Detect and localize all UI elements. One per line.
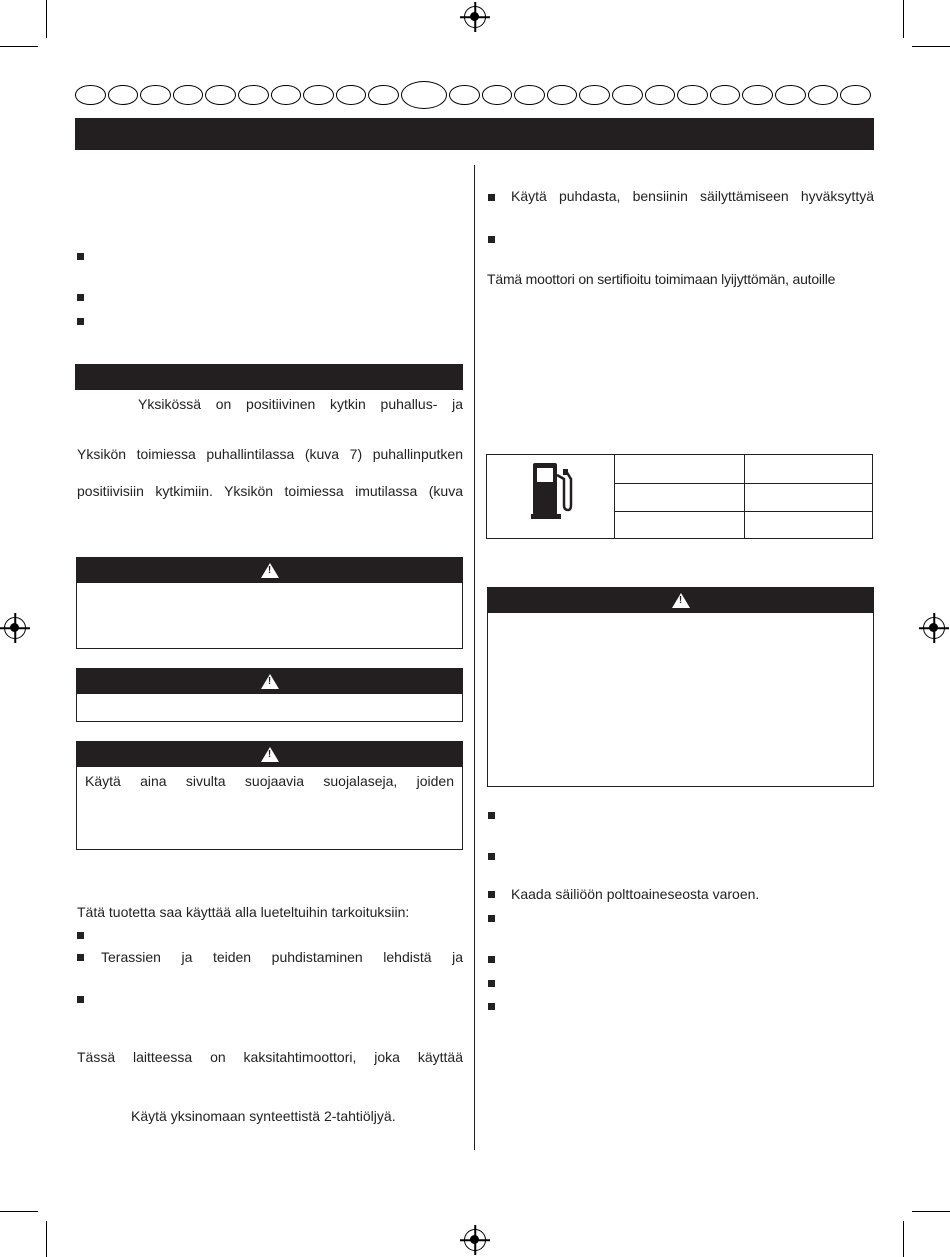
column-divider xyxy=(474,165,475,1150)
language-tab xyxy=(449,85,480,105)
language-tab xyxy=(775,85,806,105)
bullet xyxy=(77,996,84,1003)
language-tab xyxy=(336,85,367,105)
warning-triangle-icon: ! xyxy=(261,674,279,689)
fuel-mix-table xyxy=(486,454,873,539)
language-tab xyxy=(677,85,708,105)
warning-triangle-icon: ! xyxy=(261,747,279,762)
oil-instruction: Käytä yksinomaan synteettistä 2-tahtiöljyä. xyxy=(131,1108,396,1124)
intended-use-item: Terassien ja teiden puhdistaminen lehdistä ja xyxy=(101,949,463,965)
crop-mark xyxy=(912,1211,950,1212)
crop-mark xyxy=(46,0,47,38)
bullet xyxy=(488,980,495,987)
engine-paragraph: Tässä laitteessa on kaksitahtimoottori, joka käyttää xyxy=(77,1049,463,1065)
registration-mark-icon xyxy=(464,1229,486,1251)
crop-mark xyxy=(912,46,950,47)
language-tab xyxy=(108,85,139,105)
bullet xyxy=(77,954,84,961)
bullet xyxy=(488,915,495,922)
warning-triangle-icon: ! xyxy=(672,593,690,608)
bullet xyxy=(77,318,84,325)
warning-header xyxy=(76,557,463,583)
crop-mark xyxy=(0,1211,38,1212)
language-tab xyxy=(140,85,171,105)
bullet xyxy=(488,194,495,201)
warning-header xyxy=(76,668,463,694)
language-tab xyxy=(514,85,545,105)
language-tab xyxy=(547,85,578,105)
blow-mode-line-1: Yksikön toimiessa puhallintilassa (kuva 7) puhallinputken xyxy=(77,446,463,462)
language-tab xyxy=(840,85,871,105)
language-tab xyxy=(205,85,236,105)
section-header-bar xyxy=(75,118,874,150)
language-tab xyxy=(303,85,334,105)
crop-mark xyxy=(903,1221,904,1257)
bullet xyxy=(488,891,495,898)
crop-mark xyxy=(0,46,38,47)
eye-protection-text: Käytä aina sivulta suojaavia suojalaseja, joiden xyxy=(85,773,454,789)
registration-mark-icon xyxy=(464,6,486,28)
language-tab xyxy=(173,85,204,105)
blow-mode-line-2: positiivisiin kytkimiin. Yksikön toimiessa imutilassa (kuva xyxy=(77,483,463,499)
language-tab xyxy=(368,85,399,105)
bullet xyxy=(488,1003,495,1010)
crop-mark xyxy=(46,1221,47,1257)
language-tab xyxy=(742,85,773,105)
language-tab xyxy=(482,85,513,105)
language-tab xyxy=(75,85,106,105)
language-tab xyxy=(808,85,839,105)
language-tab xyxy=(271,85,302,105)
bullet xyxy=(77,294,84,301)
switch-paragraph: Yksikössä on positiivinen kytkin puhallus- ja xyxy=(138,396,463,412)
crop-mark xyxy=(903,0,904,38)
intended-use-intro: Tätä tuotetta saa käyttää alla lueteltuihin tarkoituksiin: xyxy=(77,904,410,920)
bullet xyxy=(488,812,495,819)
language-tab xyxy=(238,85,269,105)
registration-mark-icon xyxy=(923,617,945,639)
bullet xyxy=(488,236,495,243)
fuel-pump-icon xyxy=(531,461,573,521)
warning-header xyxy=(76,741,463,767)
warning-box xyxy=(76,693,463,722)
warning-triangle-icon: ! xyxy=(261,563,279,578)
registration-mark-icon xyxy=(4,617,26,639)
language-tab xyxy=(612,85,643,105)
warning-box xyxy=(76,582,463,649)
engine-certification-text: Tämä moottori on sertifioitu toimimaan lyijyttömän, autoille xyxy=(487,271,836,287)
bullet xyxy=(488,956,495,963)
warning-box xyxy=(487,612,874,787)
language-tab xyxy=(645,85,676,105)
bullet xyxy=(77,253,84,260)
bullet xyxy=(77,932,84,939)
pour-fuel-item: Kaada säiliöön polttoaineseosta varoen. xyxy=(511,886,760,902)
fuel-container-item: Käytä puhdasta, bensiinin säilyttämiseen hyväksyttyä xyxy=(511,188,874,204)
bullet xyxy=(488,853,495,860)
subsection-bar xyxy=(75,364,463,390)
language-tab xyxy=(710,85,741,105)
warning-header xyxy=(487,587,874,613)
language-tab-active xyxy=(401,81,447,109)
language-tab xyxy=(579,85,610,105)
language-tabs xyxy=(75,82,873,108)
